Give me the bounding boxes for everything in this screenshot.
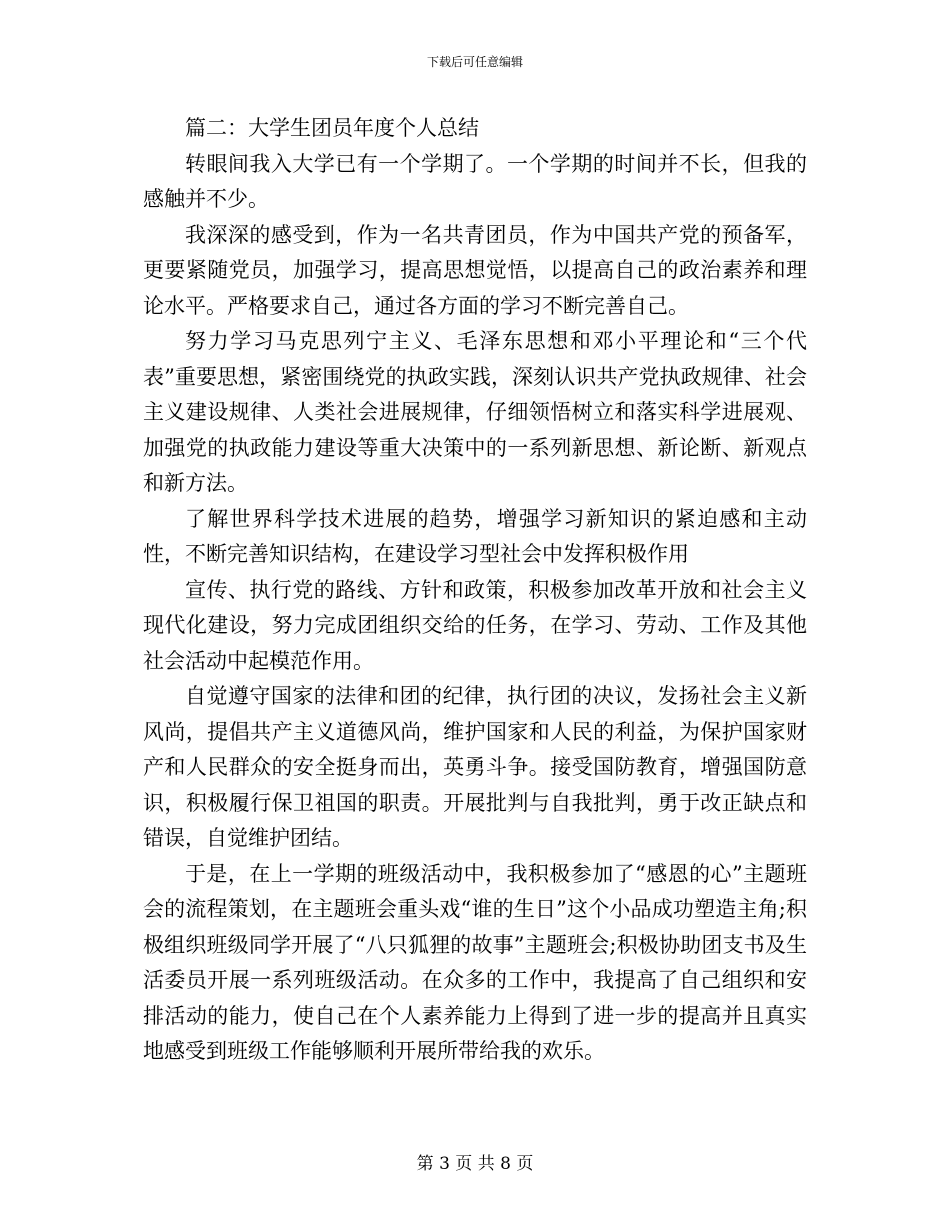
- paragraph-4: 了解世界科学技术进展的趋势，增强学习新知识的紧迫感和主动性，不断完善知识结构，在建设学习型社会中发挥积极作用: [143, 506, 807, 566]
- document-title: 篇二：大学生团员年度个人总结: [185, 116, 479, 140]
- paragraph-5: 宣传、执行党的路线、方针和政策，积极参加改革开放和社会主义现代化建设，努力完成团组织交给的任务，在学习、劳动、工作及其他社会活动中起模范作用。: [143, 577, 807, 673]
- paragraph-2: 我深深的感受到，作为一名共青团员，作为中国共产党的预备军，更要紧随党员，加强学习，提高思想觉悟，以提高自己的政治素养和理论水平。严格要求自己，通过各方面的学习不断完善自己。: [143, 222, 807, 318]
- header-note: 下载后可任意编辑: [426, 55, 523, 69]
- paragraph-3: 努力学习马克思列宁主义、毛泽东思想和邓小平理论和“三个代表”重要思想，紧密围绕党的执政实践，深刻认识共产党执政规律、社会主义建设规律、人类社会进展规律，仔细领悟树立和落实科学进展观、加强党的执政能力建设等重大决策中的一系列新思想、新论断、新观点和新方法。: [143, 329, 807, 495]
- paragraph-1: 转眼间我入大学已有一个学期了。一个学期的时间并不长，但我的感触并不少。: [143, 151, 807, 211]
- paragraph-7: 于是，在上一学期的班级活动中，我积极参加了“感恩的心”主题班会的流程策划，在主题班会重头戏“谁的生日”这个小品成功塑造主角;积极组织班级同学开展了“八只狐狸的故事”主题班会;积极协助团支书及生活委员开展一系列班级活动。在众多的工作中，我提高了自己组织和安排活动的能力，使自己在个人素养能力上得到了进一步的提高并且真实地感受到班级工作能够顺利开展所带给我的欢乐。: [143, 861, 807, 1063]
- page-number: 第 3 页 共 8 页: [416, 1154, 534, 1174]
- document-body: [143, 111, 807, 1070]
- paragraph-6: 自觉遵守国家的法律和团的纪律，执行团的决议，发扬社会主义新风尚，提倡共产主义道德风尚，维护国家和人民的利益，为保护国家财产和人民群众的安全挺身而出，英勇斗争。接受国防教育，增强国防意识，积极履行保卫祖国的职责。开展批判与自我批判，勇于改正缺点和错误，自觉维护团结。: [143, 684, 807, 850]
